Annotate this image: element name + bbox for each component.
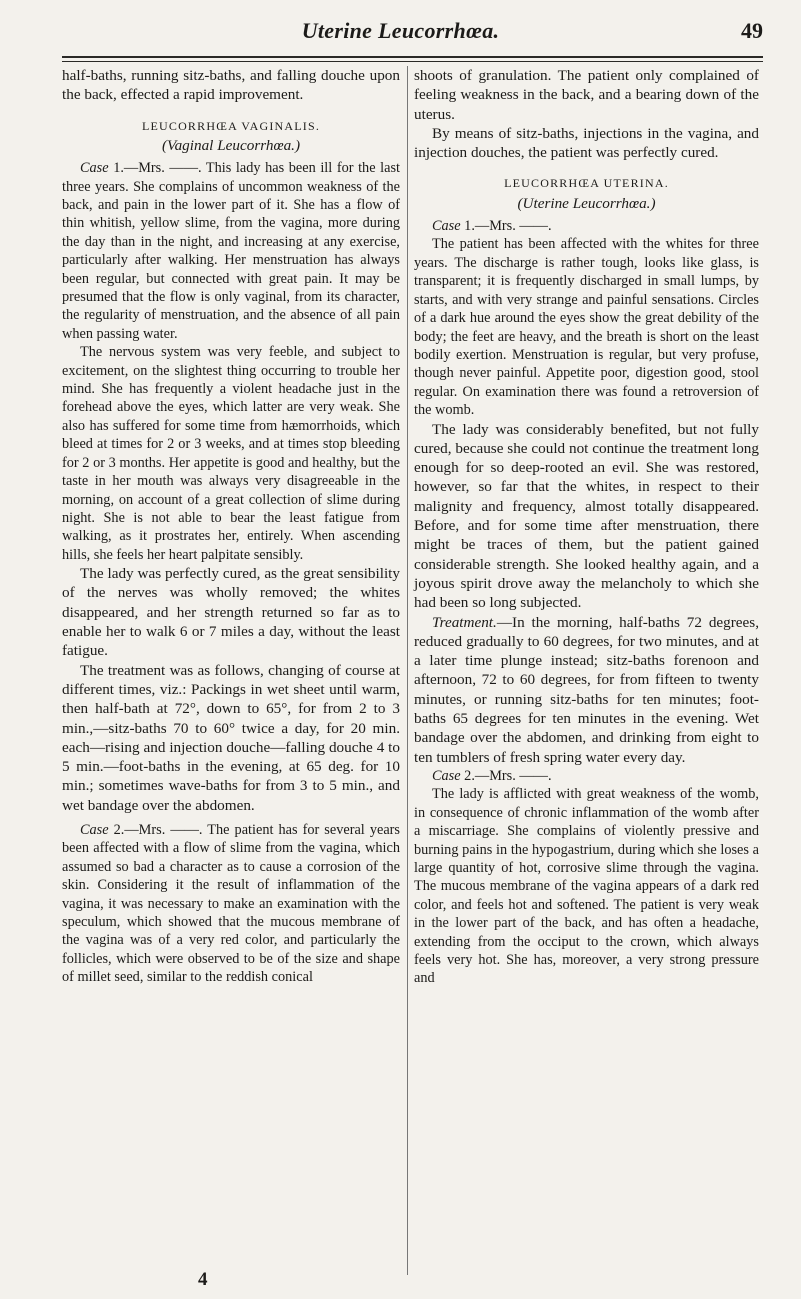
page-number: 49 xyxy=(741,18,763,43)
left-column xyxy=(62,66,400,1269)
running-head xyxy=(0,18,801,48)
paragraph: The treatment was as follows, changing of course at different times, viz.: Packings in wet sheet until warm, then half-bath at 72°, down to 65°, for from 2 to 3 min.,—sitz-baths 70 to 60° twice a day, for 20 min. each—rising and injection douche—falling douche 4 to 5 min.—foot-baths in the evening, at 65 deg. for 10 min.; sometimes wave-baths for from 3 to 5 min., and wet bandage over the abdomen. xyxy=(62,661,400,814)
case-paragraph xyxy=(414,767,759,785)
paragraph: shoots of granulation. The patient only complained of feeling weakness in the back, and a bearing down of the uterus. xyxy=(414,67,759,123)
case-paragraph xyxy=(62,821,400,987)
case-label: Case xyxy=(80,821,109,838)
paragraph: half-baths, running sitz-baths, and falling douche upon the back, effected a rapid improvement. xyxy=(62,67,400,104)
case-text: 1.—Mrs. ——. xyxy=(460,218,552,235)
paragraph: The patient has been affected with the whites for three years. The discharge is rather tough, looks like glass, is transparent; it is frequently discharged in small lumps, by starts, and with very strange and painful sensations. Circles of a dark hue around the eyes show the great debility of the body; the feet are heavy, and the breath is short on the least bodily exertion. Menstruation is regular, but very profuse, though never painful. Appetite poor, digestion good, stool regular. On examination there was found a retroversion of the womb. xyxy=(414,236,759,419)
section-subheading: (Uterine Leucorrhœa.) xyxy=(517,194,656,212)
paragraph: By means of sitz-baths, injections in the vagina, and injection douches, the patient was perfectly cured. xyxy=(414,124,759,162)
header-rule xyxy=(62,56,763,58)
paragraph xyxy=(414,613,759,767)
signature-mark: 4 xyxy=(198,1269,208,1290)
case-paragraph xyxy=(414,217,759,235)
section-heading: LEUCORRHŒA VAGINALIS. xyxy=(141,118,321,133)
paragraph: The lady is afflicted with great weakness of the womb, in consequence of chronic inflammation of the womb after a miscarriage. She complains of violently pressive and burning pains in the hypogastrium, during which she loses a large quantity of hot, corrosive slime through the vagina. The mucous membrane of the vagina appears of a dark red color, and feels hot and softened. The patient is very weak in the lower part of the back, and has often a headache, extending from the occiput to the crown, which always feels very hot. She has, moreover, a very strong pressure and xyxy=(414,786,759,987)
section-heading: LEUCORRHŒA UTERINA. xyxy=(504,176,669,191)
column-divider xyxy=(407,66,408,1275)
section-subheading: (Vaginal Leucorrhœa.) xyxy=(161,136,301,154)
running-title: Uterine Leucorrhœa. xyxy=(301,18,500,43)
case-text: 2.—Mrs. ——. The patient has for several years been affected with a flow of slime from the vagina, which assumed so bad a character as to cause a corrosion of the skin. Considering it the result of inflammation of the vagina, it was necessary to make an examination with the speculum, which showed that the mucous membrane of the vagina was of a very red color, and particularly the follicles, which were observed to be of the size and shape of millet seed, similar to the reddish conical xyxy=(62,821,400,986)
paragraph: The lady was considerably benefited, but not fully cured, because she could not continue the treatment long enough for so deep-rooted an evil. She was restored, however, so far that the whites, in respect to their malignity and frequency, almost totally disappeared. Before, and for some time after menstruation, there might be traces of them, but the patient gained considerable strength. She looked healthy again, and a joyous spirit drove away the melancholy to which she had been so long subjected. xyxy=(414,420,759,612)
case-text: 2.—Mrs. ——. xyxy=(460,767,552,784)
paragraph: The nervous system was very feeble, and subject to excitement, on the slightest thing occurring to trouble her mind. She has frequently a violent headache just in the forehead above the eyes, which latter are very weak. She also has suffered for some time from hæmorrhoids, which bleed at times for 2 or 3 weeks, and at times stop bleeding for 2 or 3 months. Her appetite is good and healthy, but the taste in her mouth was always very disagreeable in the morning, on account of a great collection of slime during night. She is not able to bear the least fatigue from walking, as it prostrates her, entirely. When ascending hills, she feels her heart palpitate sensibly. xyxy=(62,344,400,563)
case-paragraph xyxy=(62,159,400,343)
header-rule-thin xyxy=(62,61,763,62)
right-column xyxy=(414,66,759,1269)
case-text: 1.—Mrs. ——. This lady has been ill for the last three years. She complains of uncommon weakness of the back, and pain in the lower part of it. She has a flow of thin whitish, yellow slime, from the vagina, more during the day than in the night, and increasing at any exercise, particularly after walking. Her menstruation has always been regular, but connected with great pain. It may be presumed that the flow is only vaginal, from its character, the regularity of menstruation, and the absence of all pain when passing water. xyxy=(62,160,400,342)
treatment-text: —In the morning, half-baths 72 degrees, reduced gradually to 60 degrees, for two minutes, and at a later time plunge instead; sitz-baths forenoon and afternoon, 72 to 60 degrees, for from fifteen to twenty minutes, or running sitz-baths for ten minutes; foot-baths 65 degrees for ten minutes in the evening. Wet bandage over the abdomen, and drinking from eight to ten tumblers of fresh spring water every day. xyxy=(414,613,759,766)
case-label: Case xyxy=(432,218,461,235)
paragraph: The lady was perfectly cured, as the great sensibility of the nerves was wholly removed; the whites disappeared, and her strength returned so far as to enable her to walk 6 or 7 miles a day, without the least fatigue. xyxy=(62,565,400,660)
case-label: Case xyxy=(432,767,461,784)
treatment-label: Treatment. xyxy=(432,613,497,631)
case-label: Case xyxy=(80,160,109,177)
